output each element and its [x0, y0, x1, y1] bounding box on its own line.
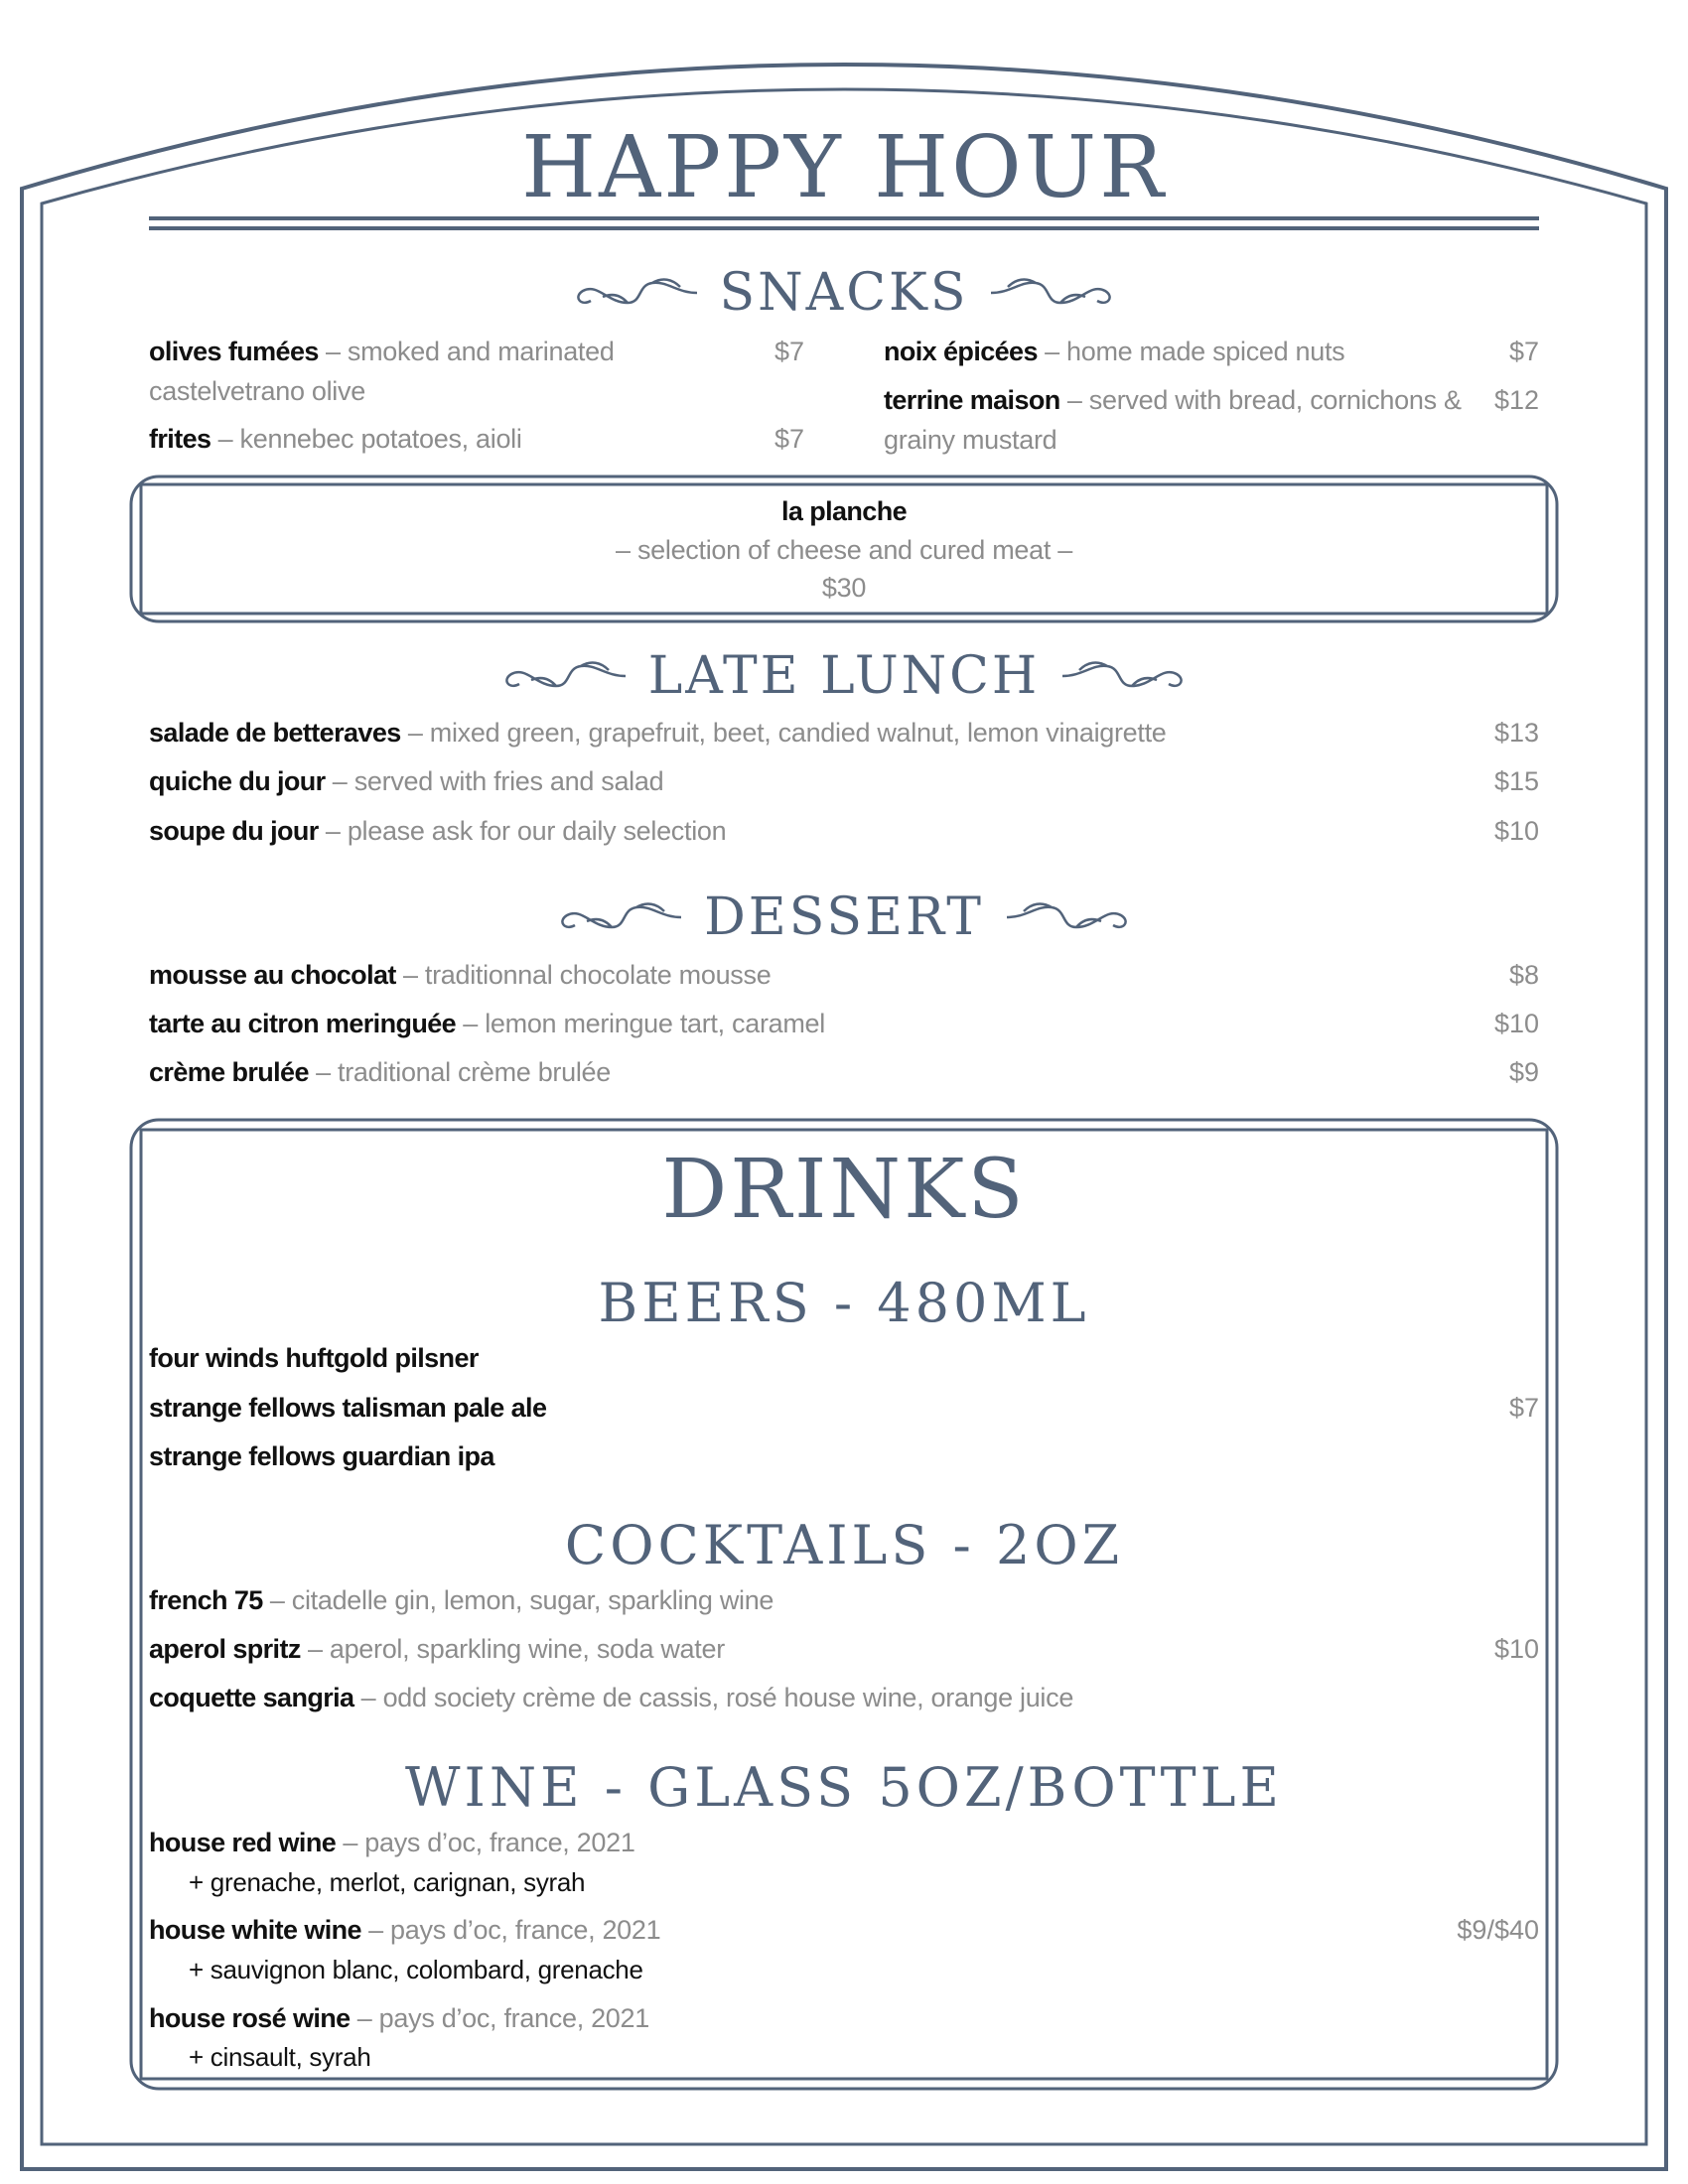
list-item: quiche du jour – served with fries and salad [149, 766, 664, 796]
item-price: $10 [1493, 816, 1539, 846]
wine-grapes: + grenache, merlot, carignan, syrah [189, 1867, 586, 1897]
list-item: olives fumées – smoked and marinated [149, 337, 615, 366]
snacks-heading: SNACKS [0, 268, 1688, 318]
list-item: tarte au citron meringuée – lemon meringue tart, caramel [149, 1009, 825, 1038]
list-item: strange fellows talisman pale ale [149, 1393, 547, 1423]
left-flourish-icon [573, 273, 702, 313]
list-item: house white wine – pays d’oc, france, 2021 [149, 1915, 661, 1945]
planche-price: $30 [821, 573, 867, 603]
list-item: french 75 – citadelle gin, lemon, sugar, sparkling wine [149, 1585, 774, 1615]
list-item: salade de betteraves – mixed green, grapefruit, beet, candied walnut, lemon vinaigrette [149, 718, 1167, 748]
item-price: $9 [1508, 1057, 1539, 1087]
item-price: $10 [1493, 1009, 1539, 1038]
list-item: frites – kennebec potatoes, aioli [149, 424, 522, 454]
planche-name: la planche [780, 496, 908, 526]
item-price: $13 [1493, 718, 1539, 748]
wine-heading: WINE - GLASS 5OZ/BOTTLE [405, 1756, 1283, 1819]
list-item: mousse au chocolat – traditionnal chocolate mousse [149, 960, 772, 990]
item-description: castelvetrano olive [149, 376, 365, 406]
list-item: house rosé wine – pays d’oc, france, 2021 [149, 2003, 649, 2033]
planche-description: – selection of cheese and cured meat – [616, 535, 1072, 565]
beers-heading: BEERS - 480ML [598, 1272, 1090, 1334]
item-price: $8 [1508, 960, 1539, 990]
wine-price: $9/$40 [1457, 1915, 1539, 1945]
item-price: $7 [774, 424, 804, 454]
item-price: $15 [1493, 766, 1539, 796]
page-title: HAPPY HOUR [521, 118, 1167, 217]
list-item: aperol spritz – aperol, sparkling wine, soda water [149, 1634, 725, 1664]
list-item: crème brulée – traditional crème brulée [149, 1057, 611, 1087]
wine-grapes: + cinsault, syrah [189, 2042, 371, 2072]
cocktails-heading: COCKTAILS - 2OZ [564, 1514, 1124, 1576]
dessert-heading: DESSERT [0, 891, 1688, 943]
beers-price: $7 [1508, 1393, 1539, 1423]
left-flourish-icon [557, 897, 686, 937]
list-item: soupe du jour – please ask for our daily selection [149, 816, 727, 846]
item-price: $7 [1508, 337, 1539, 366]
list-item: terrine maison – served with bread, cornichons & [884, 385, 1462, 415]
item-price: $12 [1493, 385, 1539, 415]
late-lunch-heading: LATE LUNCH [0, 650, 1688, 702]
wine-grapes: + sauvignon blanc, colombard, grenache [189, 1955, 643, 1984]
left-flourish-icon [501, 656, 631, 696]
list-item: coquette sangria – odd society crème de cassis, rosé house wine, orange juice [149, 1683, 1074, 1712]
right-flourish-icon [1002, 897, 1131, 937]
right-flourish-icon [986, 273, 1115, 313]
cocktails-price: $10 [1493, 1634, 1539, 1664]
item-price: $7 [774, 337, 804, 366]
right-flourish-icon [1057, 656, 1187, 696]
list-item: noix épicées – home made spiced nuts [884, 337, 1345, 366]
list-item: house red wine – pays d’oc, france, 2021 [149, 1828, 635, 1857]
item-description: grainy mustard [884, 425, 1057, 455]
list-item: strange fellows guardian ipa [149, 1441, 494, 1471]
list-item: four winds huftgold pilsner [149, 1343, 479, 1373]
drinks-heading: DRINKS [661, 1143, 1027, 1237]
